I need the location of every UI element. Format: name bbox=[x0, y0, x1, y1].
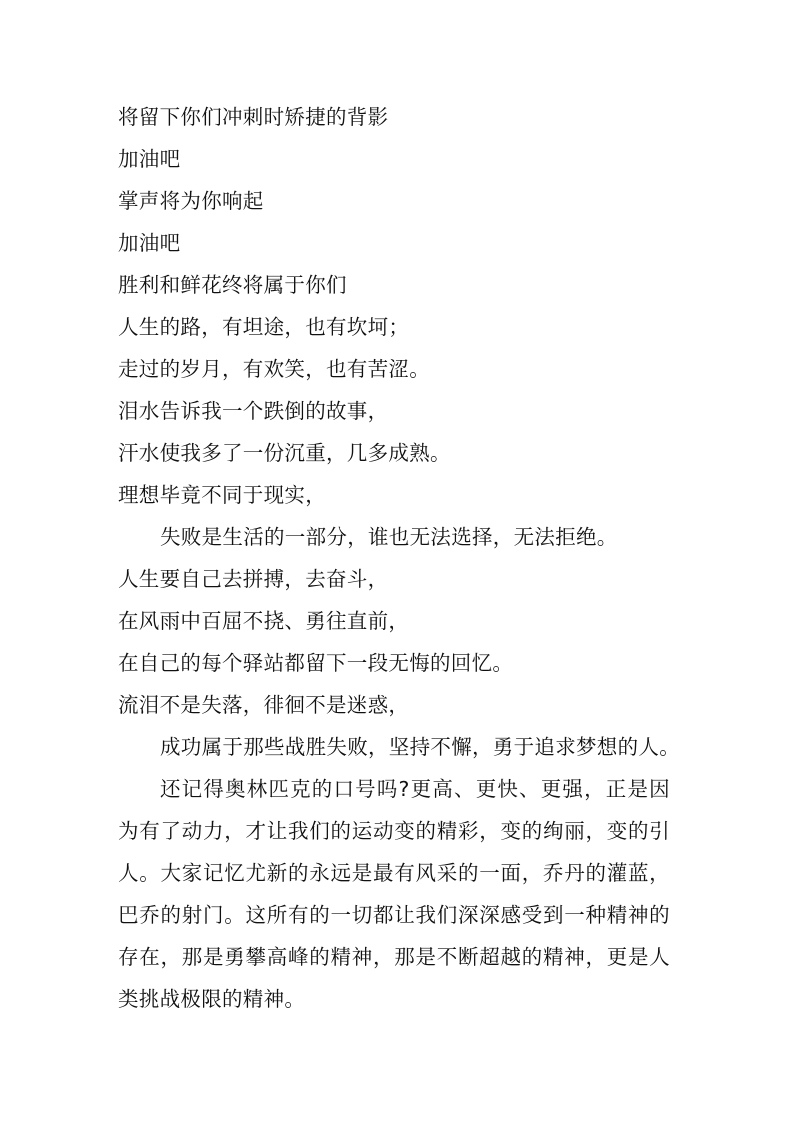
text-line-11: 失败是生活的一部分，谁也无法选择，无法拒绝。 bbox=[160, 525, 618, 549]
paragraph-line-4: 巴乔的射门。这所有的一切都让我们深深感受到一种精神的 bbox=[118, 903, 670, 927]
paragraph-line-5: 存在，那是勇攀高峰的精神，那是不断超越的精神，更是人 bbox=[118, 945, 670, 969]
text-line-1: 将留下你们冲刺时矫捷的背影 bbox=[118, 105, 389, 129]
paragraph-line-3: 人。大家记忆尤新的永远是最有风采的一面，乔丹的灌蓝， bbox=[118, 861, 670, 885]
text-line-13: 在风雨中百屈不挠、勇往直前， bbox=[118, 609, 410, 633]
text-line-6: 人生的路，有坦途，也有坎坷； bbox=[118, 315, 410, 339]
text-line-12: 人生要自己去拼搏，去奋斗， bbox=[118, 567, 389, 591]
text-line-2: 加油吧 bbox=[118, 147, 181, 171]
text-line-8: 泪水告诉我一个跌倒的故事， bbox=[118, 399, 389, 423]
text-line-10: 理想毕竟不同于现实， bbox=[118, 483, 326, 507]
text-line-3: 掌声将为你响起 bbox=[118, 189, 264, 213]
text-line-16: 成功属于那些战胜失败，坚持不懈，勇于追求梦想的人。 bbox=[160, 735, 680, 759]
text-line-15: 流泪不是失落，徘徊不是迷惑， bbox=[118, 693, 410, 717]
paragraph-line-6: 类挑战极限的精神。 bbox=[118, 987, 306, 1011]
text-line-14: 在自己的每个驿站都留下一段无悔的回忆。 bbox=[118, 651, 514, 675]
text-line-9: 汗水使我多了一份沉重，几多成熟。 bbox=[118, 441, 451, 465]
paragraph-line-2: 为有了动力，才让我们的运动变的精彩，变的绚丽，变的引 bbox=[118, 819, 670, 843]
text-line-5: 胜利和鲜花终将属于你们 bbox=[118, 273, 347, 297]
text-line-7: 走过的岁月，有欢笑，也有苦涩。 bbox=[118, 357, 430, 381]
paragraph-line-1: 还记得奥林匹克的口号吗?更高、更快、更强，正是因 bbox=[160, 777, 670, 801]
text-line-4: 加油吧 bbox=[118, 231, 181, 255]
